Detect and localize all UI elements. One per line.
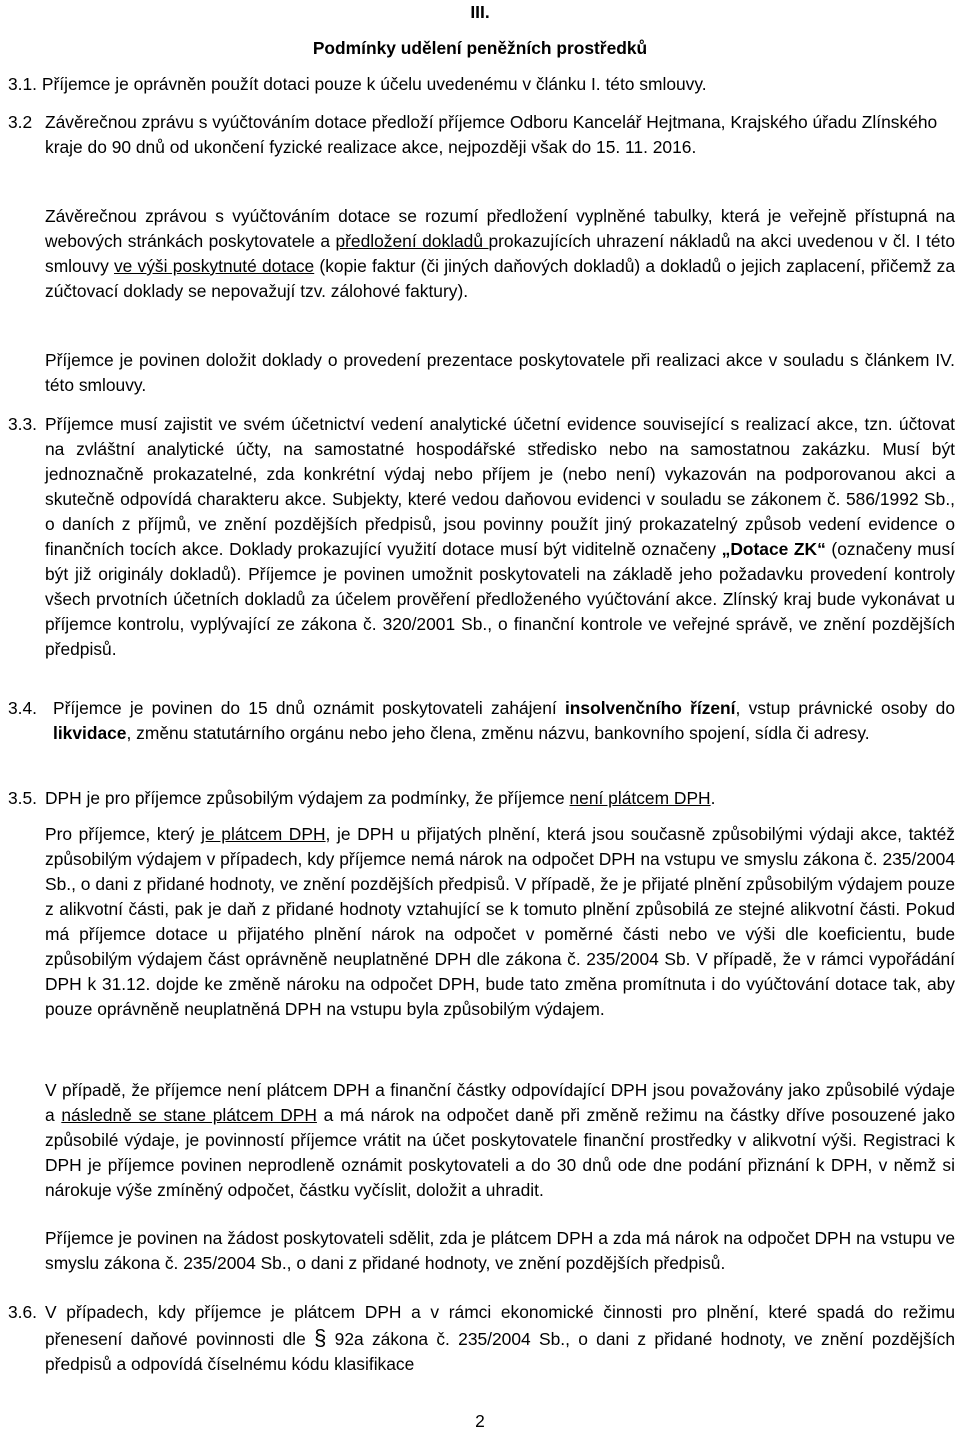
text-run: Příjemce musí zajistit ve svém účetnictví vedení analytické účetní evidence související s realizací akce, tzn. účtovat na zvláštní analytické účty, na samostatné hospodářské středisko nebo na samostatnou zakázku. Musí být jednoznačně prokazatelné, zda konkrétní výdaj nebo příjem je (nebo není) vykazován na podporovanou akci a skutečně odpovídá charakteru akce. Subjekty, které vedou daňovou evidenci v souladu se zákonem č. 586/1992 Sb., o daních z příjmů, ve znění pozdějších předpisů, jsou povinny použít jiný prokazatelný způsob vedení evidence o finančních tocích akce. Doklady prokazující využití dotace musí být viditelně označeny <box>45 414 955 559</box>
section-3-2-presentation <box>45 348 955 398</box>
text-run: (označeny musí být již originály dokladů). Příjemce je povinen umožnit poskytovateli na základě jeho požadavku provedení kontroly všech prvotních účetních dokladů za účelem prověření předloženého vyúčtování akce. Zlínský kraj bude vykonávat u příjemce kontrolu, vyplývající ze zákona č. 320/2001 Sb., o finanční kontrole ve veřejné správě, ve znění pozdějších předpisů. <box>45 539 955 659</box>
section-number: 3.1. <box>8 74 38 94</box>
bold-text: likvidace <box>53 723 127 743</box>
text-run: Příjemce je povinen na žádost poskytovateli sdělit, zda je plátcem DPH a zda má nárok na odpočet DPH na vstupu ve smyslu zákona č. 235/2004 Sb., o dani z přidané hodnoty, ve znění pozdějších předpisů. <box>45 1228 955 1273</box>
section-text: Závěrečnou zprávu s vyúčtováním dotace předloží příjemce Odboru Kancelář Hejtmana, Krajského úřadu Zlínského kraje do 90 dnů od ukončení fyzické realizace akce, nejpozději však do 15. 11. 2016. <box>45 112 938 157</box>
text-run: a má nárok na odpočet daně při změně režimu na částky dříve posouzené jako způsobilé výdaje, je povinností příjemce vrátit na účet poskytovatele finanční prostředky v alikvotní výši. Registraci k DPH je příjemce povinen neprodleně oznámit poskytovateli a do 30 dnů ode dne podání přiznání k DPH, v němž si nárokuje výše zmíněný odpočet, částku vyčíslit, doložit a uhradit. <box>45 1105 956 1200</box>
text-run: , vstup právnické osoby do <box>735 698 955 718</box>
section-number: 3.5. <box>8 788 38 808</box>
section-number: 3.6. <box>8 1302 38 1322</box>
bold-text: insolvenčního řízení <box>564 698 736 718</box>
underlined-text: předložení dokladů <box>335 231 489 251</box>
text-run: (kopie faktur (či jiných daňových dokladů) a dokladů o jejich zaplacení, přičemž za zúčtovací doklady se nepovažují tzv. zálohové faktury). <box>45 256 955 301</box>
section-3-1 <box>8 72 955 97</box>
section-3-3 <box>8 412 955 662</box>
section-number: 3.3. <box>8 414 38 434</box>
section-number: 3.2 <box>8 112 33 132</box>
underlined-text: není plátcem DPH <box>569 788 711 808</box>
bold-text: „Dotace ZK“ <box>721 539 826 559</box>
section-sign: § <box>314 1325 327 1350</box>
underlined-text: následně se stane plátcem DPH <box>61 1105 317 1125</box>
text-run: Příjemce je povinen doložit doklady o provedení prezentace poskytovatele při realizaci akce v souladu s článkem IV. této smlouvy. <box>45 350 955 395</box>
text-run: , změnu statutárního orgánu nebo jeho člena, změnu názvu, bankovního spojení, sídla či adresy. <box>126 723 870 743</box>
section-3-2 <box>8 110 955 160</box>
section-text: Příjemce je oprávněn použít dotaci pouze k účelu uvedenému v článku I. této smlouvy. <box>41 74 707 94</box>
section-3-2-report-definition <box>45 204 955 304</box>
text-run: . <box>710 788 716 808</box>
text-run: DPH je pro příjemce způsobilým výdajem za podmínky, že příjemce <box>45 788 570 808</box>
section-3-6 <box>8 1300 955 1377</box>
page-number: 2 <box>475 1411 485 1431</box>
text-run: Závěrečnou zprávou s vyúčtováním dotace se rozumí předložení vyplněné tabulky, která je veřejně přístupná na webových stránkách poskytovatele a <box>45 206 955 251</box>
text-run: prokazujících uhrazení nákladů na akci uvedenou v čl. I této smlouvy <box>45 231 955 276</box>
section-3-5-vat-inquiry <box>45 1226 955 1276</box>
text-run: V případě, že příjemce není plátcem DPH a finanční částky odpovídající DPH jsou považovány jako způsobilé výdaje a <box>45 1080 955 1125</box>
section-3-5-vat-registration <box>45 1078 955 1203</box>
section-3-5-vat-payer <box>45 822 955 1022</box>
underlined-text: ve výši poskytnuté dotace <box>113 256 315 276</box>
underlined-text: je plátcem DPH <box>201 824 326 844</box>
section-number: 3.4. <box>8 698 38 718</box>
text-run: Příjemce je povinen do 15 dnů oznámit poskytovateli zahájení <box>53 698 565 718</box>
text-run: V případech, kdy příjemce je plátcem DPH a v rámci ekonomické činnosti pro plnění, které spadá do režimu přenesení daňové povinnosti dle <box>45 1302 955 1349</box>
text-run: Pro příjemce, který <box>45 824 202 844</box>
article-title: Podmínky udělení peněžních prostředků <box>312 38 648 58</box>
article-number: III. <box>470 2 490 22</box>
text-run: 92a zákona č. 235/2004 Sb., o dani z přidané hodnoty, ve znění pozdějších předpisů a odpovídá číselnému kódu klasifikace <box>45 1329 956 1374</box>
section-3-5 <box>8 786 955 811</box>
section-3-4 <box>8 696 955 746</box>
text-run: , je DPH u přijatých plnění, která jsou současně způsobilými výdaji akce, taktéž způsobilým výdajem v případech, kdy příjemce nemá nárok na odpočet DPH na vstupu ve smyslu zákona č. 235/2004 Sb., o dani z přidané hodnoty, ve znění pozdějších předpisů. V případě, že je přijaté plnění způsobilým výdajem pouze z alikvotní části, pak je daň z přidané hodnoty vztahující se k tomuto plnění způsobilá ze stejné alikvotní části. Pokud má příjemce dotace u přijatého plnění nárok na odpočet v poměrné části nebo ve výši dle koeficientu, bude způsobilým výdajem část oprávněně neuplatněné DPH dle zákona č. 235/2004 Sb. V případě, že v rámci vypořádání DPH k 31.12. dojde ke změně nároku na odpočet DPH, bude tato změna promítnuta i do vyúčtování dotace tak, aby pouze oprávněně neuplatněná DPH na vstupu byla způsobilým výdajem. <box>45 824 955 1019</box>
